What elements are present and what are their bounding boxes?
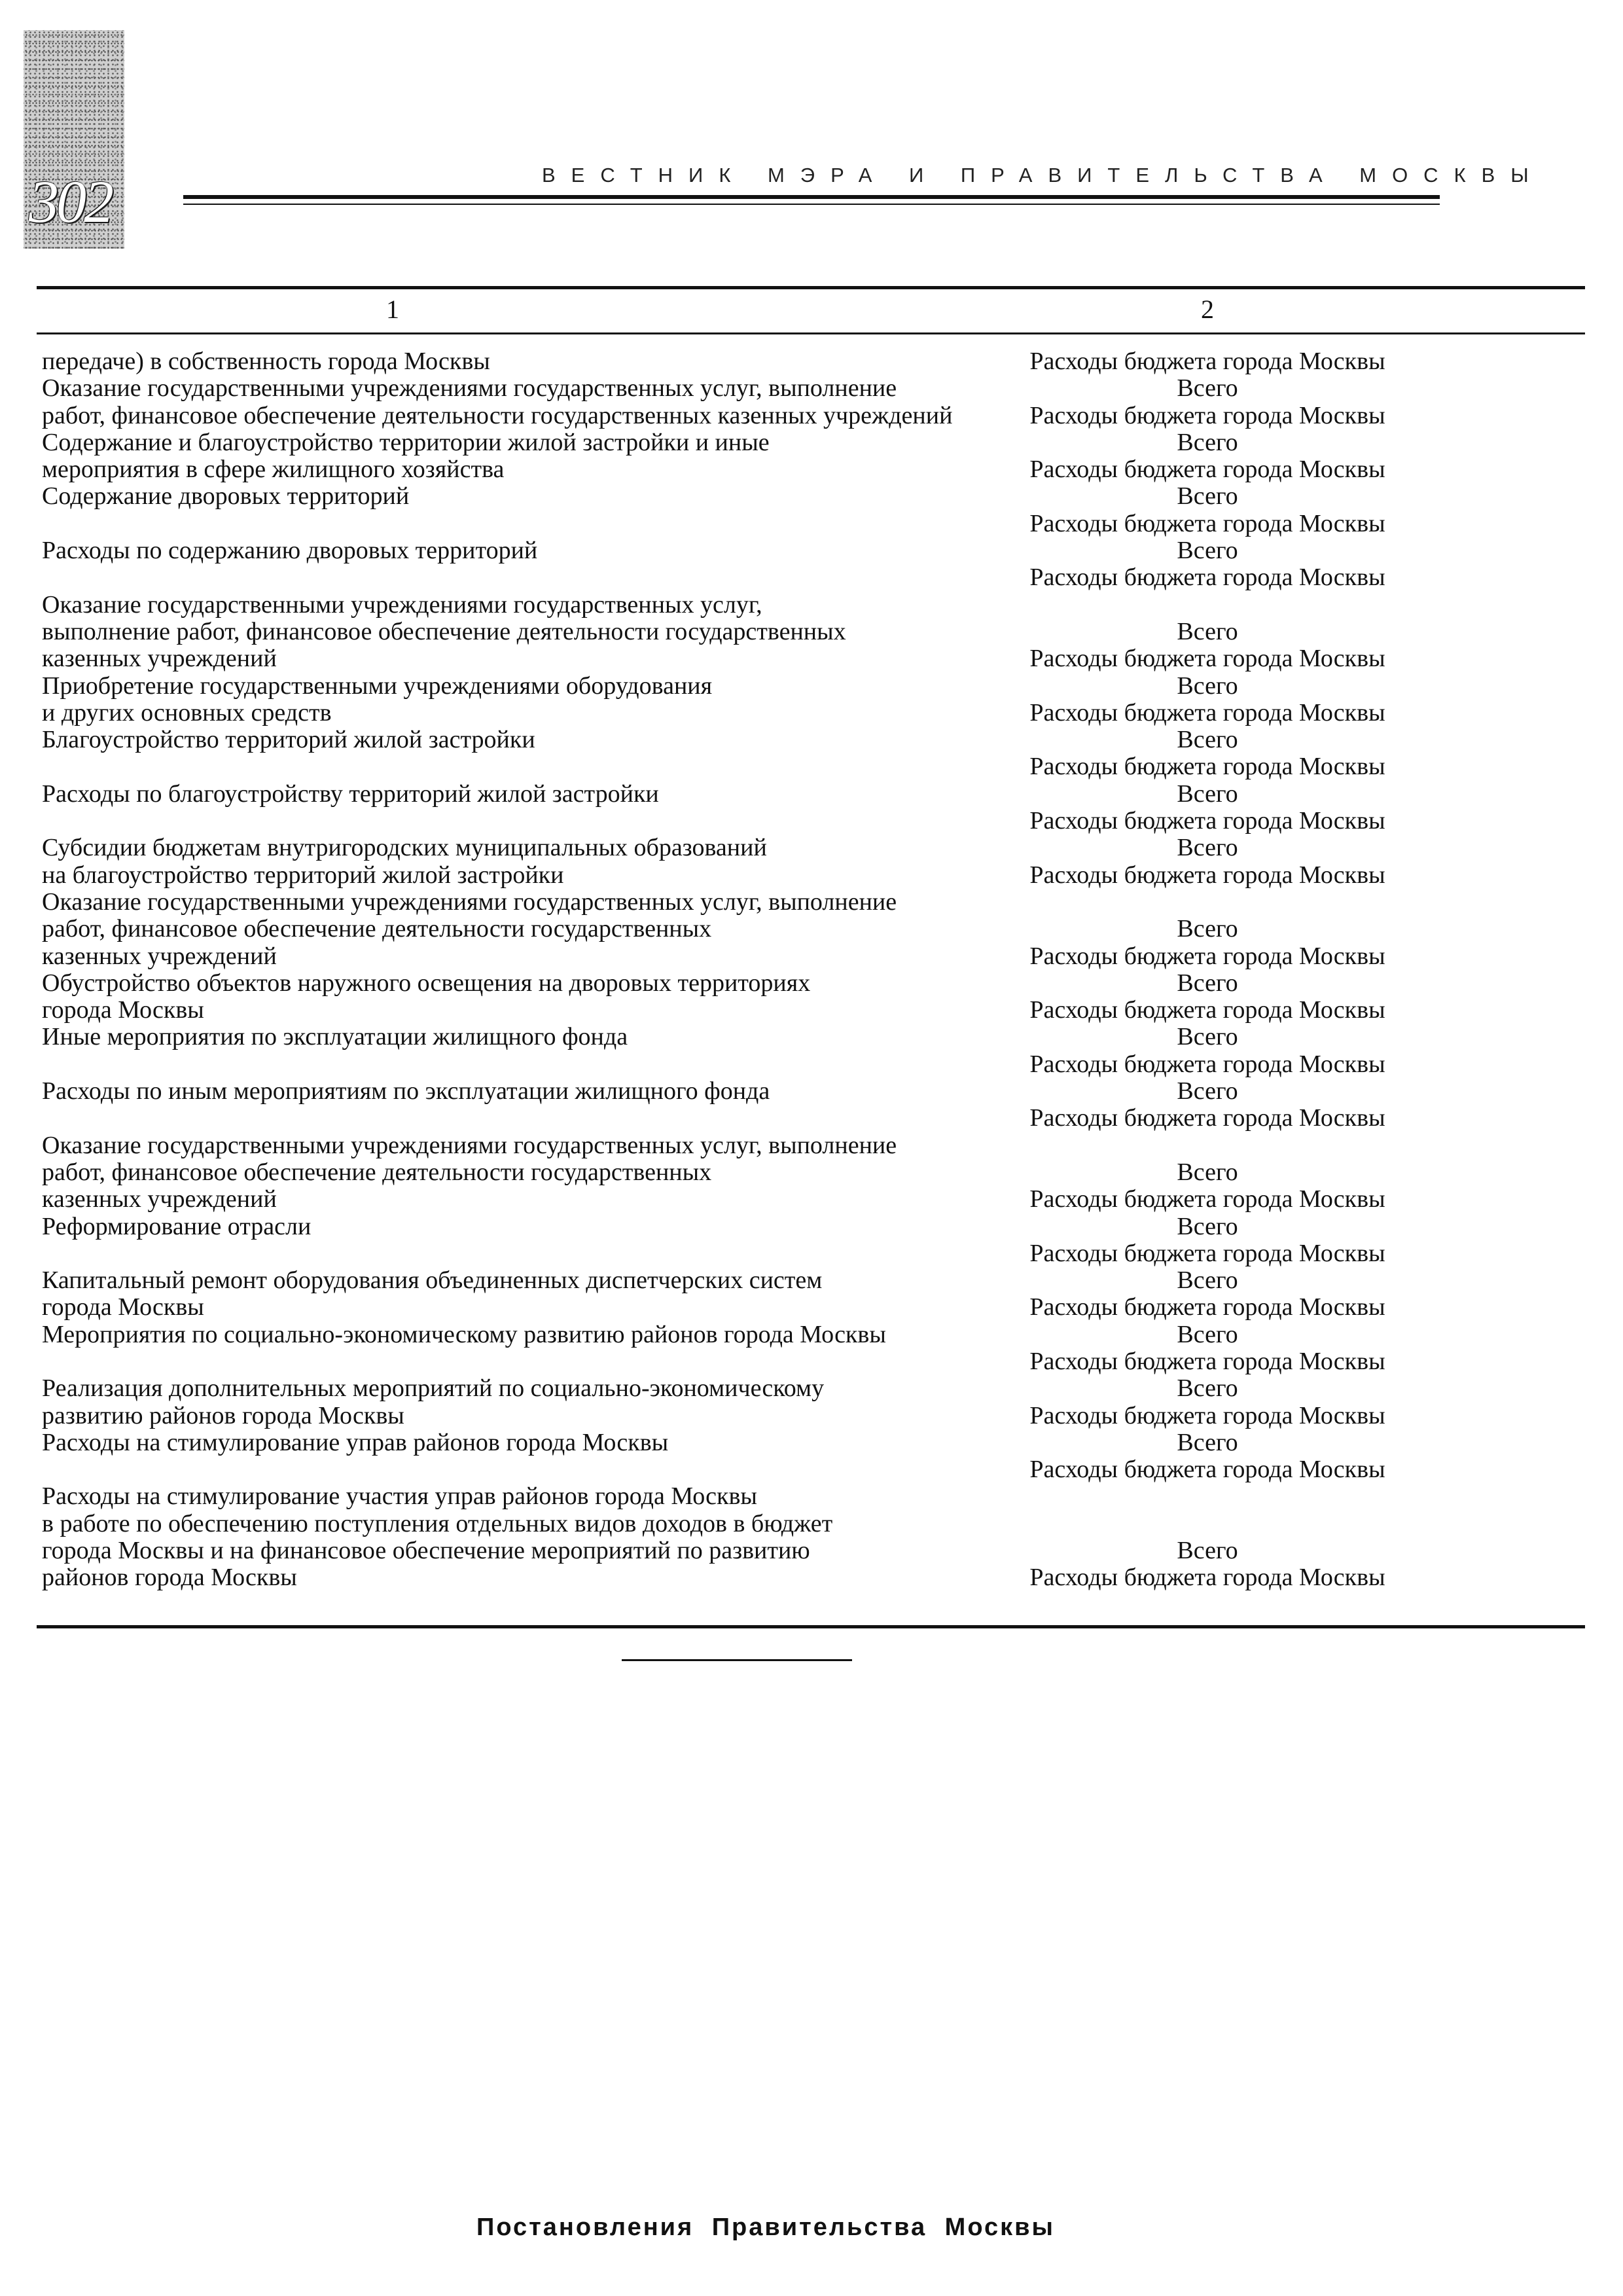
row-expense-type: Расходы бюджета города Москвы <box>1029 1401 1385 1429</box>
row-expense-type: Расходы бюджета города Москвы <box>1029 1185 1385 1213</box>
table-row <box>42 1213 1580 1240</box>
row-expense-type: Расходы бюджета города Москвы <box>1029 698 1385 726</box>
row-description: Расходы по благоустройству территорий жилой застройки <box>42 780 659 808</box>
row-description <box>42 1456 1021 1483</box>
row-description: Расходы на стимулирование участия управ районов города Москвы <box>42 1482 757 1511</box>
table-row <box>42 429 1580 456</box>
row-description <box>42 808 1021 834</box>
table-row <box>42 1511 1580 1537</box>
row-expense-type: Всего <box>1177 482 1238 511</box>
row-description: Реализация дополнительных мероприятий по социально-экономическому <box>42 1374 825 1403</box>
table-row <box>42 862 1580 889</box>
table-row <box>42 348 1580 375</box>
table-row <box>42 1159 1580 1186</box>
row-description: казенных учреждений <box>42 1185 277 1213</box>
row-description: Содержание и благоустройство территории жилой застройки и иные <box>42 428 770 456</box>
row-expense-type <box>1021 1511 1394 1537</box>
row-description: Обустройство объектов наружного освещения на дворовых территориях <box>42 969 811 997</box>
row-description: Расходы по содержанию дворовых территорий <box>42 537 538 565</box>
table-row <box>42 970 1580 997</box>
row-description: Приобретение государственными учреждениями оборудования <box>42 672 713 700</box>
row-expense-type: Расходы бюджета города Москвы <box>1029 1347 1385 1375</box>
row-expense-type: Расходы бюджета города Москвы <box>1029 1239 1385 1267</box>
table-top-rule <box>37 286 1585 289</box>
row-description <box>42 564 1021 591</box>
row-description: в работе по обеспечению поступления отдельных видов доходов в бюджет <box>42 1509 833 1537</box>
row-expense-type: Расходы бюджета города Москвы <box>1029 456 1385 484</box>
table-row <box>42 1105 1580 1132</box>
row-description: работ, финансовое обеспечение деятельности государственных <box>42 915 712 943</box>
row-expense-type: Расходы бюджета города Москвы <box>1029 401 1385 429</box>
row-description <box>42 1051 1021 1078</box>
column-number-1: 1 <box>386 295 399 324</box>
row-description: развитию районов города Москвы <box>42 1401 404 1429</box>
end-of-table-rule <box>622 1659 852 1661</box>
row-description: работ, финансовое обеспечение деятельности государственных <box>42 1158 712 1186</box>
row-expense-type: Расходы бюджета города Москвы <box>1029 509 1385 537</box>
row-description: города Москвы и на финансовое обеспечение мероприятий по развитию <box>42 1537 810 1565</box>
row-expense-type: Всего <box>1177 834 1238 862</box>
journal-title: ВЕСТНИК МЭРА И ПРАВИТЕЛЬСТВА МОСКВЫ <box>542 164 1544 187</box>
table-row <box>42 753 1580 780</box>
table-row <box>42 1267 1580 1294</box>
row-expense-type: Всего <box>1177 1023 1238 1051</box>
row-description: мероприятия в сфере жилищного хозяйства <box>42 456 505 484</box>
table-row <box>42 1564 1580 1591</box>
row-description: Благоустройство территорий жилой застройки <box>42 726 535 754</box>
page-number-badge <box>24 30 124 249</box>
row-description: Оказание государственными учреждениями государственных услуг, <box>42 590 762 619</box>
row-description: Реформирование отрасли <box>42 1212 312 1240</box>
row-expense-type: Всего <box>1177 1428 1238 1456</box>
row-expense-type: Расходы бюджета города Москвы <box>1029 861 1385 889</box>
table-row <box>42 1240 1580 1267</box>
table-row <box>42 1348 1580 1375</box>
row-expense-type <box>1021 592 1394 619</box>
table-row <box>42 483 1580 510</box>
table-row <box>42 375 1580 402</box>
table-row <box>42 1024 1580 1050</box>
row-description: Оказание государственными учреждениями государственных услуг, выполнение <box>42 888 897 916</box>
row-description <box>42 1240 1021 1267</box>
row-description: казенных учреждений <box>42 942 277 970</box>
row-description: выполнение работ, финансовое обеспечение деятельности государственных <box>42 617 846 645</box>
table-row <box>42 403 1580 429</box>
row-description: Расходы на стимулирование управ районов города Москвы <box>42 1428 669 1456</box>
row-expense-type: Расходы бюджета города Москвы <box>1029 1293 1385 1321</box>
row-description: Оказание государственными учреждениями государственных услуг, выполнение <box>42 1131 897 1159</box>
header-rule <box>183 195 1440 199</box>
table-row <box>42 592 1580 619</box>
row-expense-type: Расходы бюджета города Москвы <box>1029 807 1385 835</box>
row-expense-type: Расходы бюджета города Москвы <box>1029 996 1385 1024</box>
row-description <box>42 1348 1021 1375</box>
table-header-rule <box>37 332 1585 334</box>
row-expense-type: Всего <box>1177 915 1238 943</box>
row-expense-type: Всего <box>1177 969 1238 997</box>
table-body <box>42 348 1580 1592</box>
table-row <box>42 537 1580 564</box>
row-expense-type: Всего <box>1177 780 1238 808</box>
row-expense-type: Всего <box>1177 1537 1238 1565</box>
row-expense-type: Всего <box>1177 672 1238 700</box>
row-expense-type: Всего <box>1177 428 1238 456</box>
table-row <box>42 997 1580 1024</box>
row-expense-type: Всего <box>1177 1158 1238 1186</box>
row-expense-type: Расходы бюджета города Москвы <box>1029 942 1385 970</box>
column-number-2: 2 <box>1201 295 1214 324</box>
row-description: Мероприятия по социально-экономическому развитию районов города Москвы <box>42 1320 886 1348</box>
row-expense-type <box>1021 1132 1394 1159</box>
row-description: Расходы по иным мероприятиям по эксплуатации жилищного фонда <box>42 1077 770 1105</box>
row-expense-type: Всего <box>1177 537 1238 565</box>
row-description: Субсидии бюджетам внутригородских муниципальных образований <box>42 834 767 862</box>
row-description: на благоустройство территорий жилой застройки <box>42 861 564 889</box>
table-row <box>42 673 1580 700</box>
row-expense-type: Всего <box>1177 1320 1238 1348</box>
table-row <box>42 943 1580 970</box>
table-row <box>42 916 1580 942</box>
row-expense-type <box>1021 889 1394 916</box>
table-row <box>42 456 1580 483</box>
row-description <box>42 511 1021 537</box>
table-row <box>42 619 1580 645</box>
row-expense-type: Всего <box>1177 1212 1238 1240</box>
table-row <box>42 1051 1580 1078</box>
table-row <box>42 1429 1580 1456</box>
row-expense-type: Всего <box>1177 1266 1238 1295</box>
table-row <box>42 1294 1580 1321</box>
row-expense-type: Расходы бюджета города Москвы <box>1029 1104 1385 1132</box>
row-description: Оказание государственными учреждениями государственных услуг, выполнение <box>42 374 897 403</box>
row-expense-type: Расходы бюджета города Москвы <box>1029 564 1385 592</box>
page-number: 302 <box>29 168 111 235</box>
row-expense-type: Всего <box>1177 1374 1238 1403</box>
row-description: передаче) в собственность города Москвы <box>42 348 490 375</box>
row-description: Иные мероприятия по эксплуатации жилищного фонда <box>42 1023 628 1051</box>
row-expense-type: Всего <box>1177 374 1238 403</box>
header-rule-thin <box>183 204 1440 205</box>
table-row <box>42 889 1580 916</box>
footer-section-title: Постановления Правительства Москвы <box>476 2214 1055 2241</box>
row-expense-type: Всего <box>1177 726 1238 754</box>
row-expense-type: Расходы бюджета города Москвы <box>1029 348 1385 375</box>
table-row <box>42 1483 1580 1510</box>
table-row <box>42 645 1580 672</box>
row-description <box>42 1105 1021 1132</box>
table-row <box>42 511 1580 537</box>
row-description: районов города Москвы <box>42 1564 297 1592</box>
row-description: казенных учреждений <box>42 645 277 673</box>
row-expense-type: Расходы бюджета города Москвы <box>1029 1050 1385 1078</box>
row-expense-type: Расходы бюджета города Москвы <box>1029 1564 1385 1592</box>
row-expense-type: Расходы бюджета города Москвы <box>1029 645 1385 673</box>
table-row <box>42 1321 1580 1348</box>
row-description: города Москвы <box>42 1293 204 1321</box>
table-row <box>42 1537 1580 1564</box>
row-expense-type: Всего <box>1177 617 1238 645</box>
row-description: города Москвы <box>42 996 204 1024</box>
table-row <box>42 700 1580 726</box>
row-expense-type <box>1021 1483 1394 1510</box>
table-row <box>42 1403 1580 1429</box>
table-row <box>42 1132 1580 1159</box>
row-description: Содержание дворовых территорий <box>42 482 410 511</box>
row-description: работ, финансовое обеспечение деятельности государственных казенных учреждений <box>42 401 953 429</box>
table-row <box>42 1078 1580 1105</box>
table-row <box>42 781 1580 808</box>
table-row <box>42 726 1580 753</box>
table-row <box>42 808 1580 834</box>
row-expense-type: Расходы бюджета города Москвы <box>1029 753 1385 781</box>
row-expense-type: Всего <box>1177 1077 1238 1105</box>
row-description: Капитальный ремонт оборудования объединенных диспетчерских систем <box>42 1266 823 1295</box>
table-row <box>42 834 1580 861</box>
table-row <box>42 1186 1580 1213</box>
table-row <box>42 1456 1580 1483</box>
row-description <box>42 753 1021 780</box>
table-row <box>42 1375 1580 1402</box>
row-description: и других основных средств <box>42 698 332 726</box>
table-bottom-rule <box>37 1625 1585 1628</box>
table-row <box>42 564 1580 591</box>
row-expense-type: Расходы бюджета города Москвы <box>1029 1456 1385 1484</box>
